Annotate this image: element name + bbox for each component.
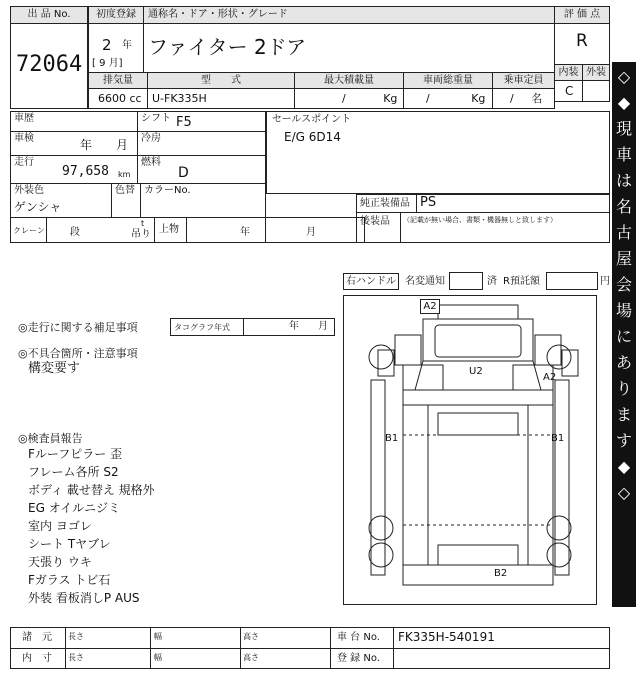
name-change-box <box>449 272 483 290</box>
sidebar-char: に <box>615 327 632 346</box>
r-deposit-label: R預託額 <box>503 276 540 287</box>
first-reg-label: 初度登録 <box>88 6 144 24</box>
chassis-label: 車 台 No. <box>337 632 380 643</box>
width-label-2: 幅 <box>154 653 162 662</box>
crane-lift: 吊り <box>131 229 151 240</box>
sidebar-char: あ <box>615 353 632 372</box>
fuel: D <box>178 165 189 181</box>
model-label: 通称名・ドア・形状・グレード <box>143 6 555 24</box>
capacity-label: 乗車定員 <box>492 72 555 89</box>
inspector-line: 天張り ウキ <box>28 555 92 569</box>
inspector-line: EG オイルニジミ <box>28 501 121 515</box>
inspector-line: フレーム各所 S2 <box>28 465 119 479</box>
name-change-label: 名変通知 <box>405 276 445 287</box>
aftermarket-note: （記載が無い場合、書類・機器無しと致します） <box>403 216 557 224</box>
inspector-label: ◎検査員報告 <box>18 432 83 445</box>
tacho-year: 年 <box>289 321 299 332</box>
right-hand-badge: 右ハンドル <box>343 273 399 290</box>
model-type: U-FK335H <box>152 92 207 105</box>
sidebar-char: ◆ <box>617 93 631 112</box>
sidebar-char: り <box>615 379 632 398</box>
r-deposit-box <box>546 272 598 290</box>
length-label: 長さ <box>68 632 84 641</box>
defect-line: 構変要す <box>28 361 81 376</box>
running-remarks-label: ◎走行に関する補足事項 <box>18 321 138 334</box>
displacement: 6600 cc <box>98 92 142 105</box>
gross-weight: / Kg <box>426 92 486 105</box>
sidebar-char: 屋 <box>615 249 632 268</box>
sidebar-char: ◇ <box>617 67 631 86</box>
sidebar-char: 古 <box>615 223 632 242</box>
inspector-line: ボディ 載せ替え 規格外 <box>28 483 155 497</box>
truck-diagram <box>343 295 597 605</box>
type-label: 型 式 <box>147 72 295 89</box>
sidebar-char: ◇ <box>617 483 631 502</box>
topload-month: 月 <box>306 227 316 238</box>
ac-label: 冷房 <box>141 133 161 144</box>
color-change-label: 色替 <box>115 185 135 196</box>
sidebar-char: 会 <box>615 275 632 294</box>
exterior-label: 外装 <box>582 64 610 81</box>
mileage-label: 走行 <box>14 157 34 168</box>
damage-b1-left: B1 <box>385 433 399 444</box>
mileage-unit: km <box>118 170 131 179</box>
gross-weight-label: 車両総重量 <box>403 72 493 89</box>
shift: F5 <box>176 115 192 130</box>
crane-label: クレーン <box>13 226 45 235</box>
inspector-line: Fガラス トビ石 <box>28 573 111 587</box>
history-label: 車歴 <box>14 113 34 124</box>
sales-point-label: セールスポイント <box>272 114 352 125</box>
inspection-value: 年 月 <box>80 138 129 152</box>
height-label: 高さ <box>243 632 259 641</box>
interior-label: 内装 <box>554 64 583 81</box>
displacement-label: 排気量 <box>88 72 148 89</box>
fuel-label: 燃料 <box>141 157 161 168</box>
damage-u2: U2 <box>469 366 483 377</box>
reg-year: 2 <box>102 36 112 54</box>
lot-no-label: 出 品 No. <box>10 6 88 24</box>
height-label-2: 高さ <box>243 653 259 662</box>
chassis-no: FK335H-540191 <box>398 630 495 644</box>
reg-no-label: 登 録 No. <box>337 653 380 664</box>
topload-label: 上物 <box>159 224 179 235</box>
damage-a2-right: A2 <box>543 372 557 383</box>
location-sidebar <box>612 62 636 607</box>
crane-ton: t <box>141 219 145 228</box>
length-label-2: 長さ <box>68 653 84 662</box>
inspector-line: 室内 ヨゴレ <box>28 519 92 533</box>
lot-no: 72064 <box>16 52 83 77</box>
genuine-equip: PS <box>420 195 437 210</box>
sidebar-char: ◆ <box>617 457 631 476</box>
sidebar-char: 現 <box>615 119 632 138</box>
tacho-month: 月 <box>318 321 328 332</box>
aftermarket-label: 後装品 <box>360 216 390 227</box>
sidebar-char: 名 <box>615 197 632 216</box>
notify-mark: 済 <box>487 276 497 287</box>
model-name: ファイター 2ドア <box>148 35 307 59</box>
naigai-label: 内 寸 <box>22 653 52 664</box>
sidebar-char: 車 <box>615 145 632 164</box>
rating: R <box>576 31 588 51</box>
damage-b2: B2 <box>494 568 508 579</box>
ext-color: ゲンシャ <box>14 200 62 214</box>
tacho-label: タコグラフ年式 <box>174 323 230 332</box>
topload-year: 年 <box>240 227 250 238</box>
reg-year-unit: 年 <box>122 40 132 51</box>
exterior-grade-box <box>582 80 610 102</box>
max-load-label: 最大積載量 <box>294 72 404 89</box>
inspector-line: Fルーフピラー 歪 <box>28 447 123 461</box>
reg-month: [ 9 月] <box>92 58 123 69</box>
damage-b1-right: B1 <box>551 433 565 444</box>
mileage: 97,658 <box>62 164 109 179</box>
width-label: 幅 <box>154 632 162 641</box>
sidebar-char: ま <box>615 405 632 424</box>
color-code-label: カラーNo. <box>144 185 191 196</box>
max-load: / Kg <box>342 92 398 105</box>
crane-stage: 段 <box>70 227 80 238</box>
inspection-label: 車検 <box>14 133 34 144</box>
sidebar-char: は <box>615 171 632 190</box>
sales-point: E/G 6D14 <box>284 130 341 144</box>
sho-label: 諸 元 <box>22 632 52 643</box>
inspector-line: 外装 看板消しP AUS <box>28 591 140 605</box>
genuine-equip-label: 純正装備品 <box>360 198 410 209</box>
interior-grade: C <box>565 84 574 98</box>
rating-label: 評 価 点 <box>554 6 610 24</box>
defects-label: ◎不具合箇所・注意事項 <box>18 347 138 360</box>
inspector-line: シート Tヤブレ <box>28 537 111 551</box>
shift-label: シフト <box>141 113 171 124</box>
sidebar-char: す <box>615 431 632 450</box>
sidebar-char: 場 <box>615 301 632 320</box>
damage-a2-top: A2 <box>420 299 440 314</box>
ext-color-label: 外装色 <box>14 185 44 196</box>
yen-label: 円 <box>600 276 610 287</box>
capacity: / 名 <box>510 92 543 105</box>
